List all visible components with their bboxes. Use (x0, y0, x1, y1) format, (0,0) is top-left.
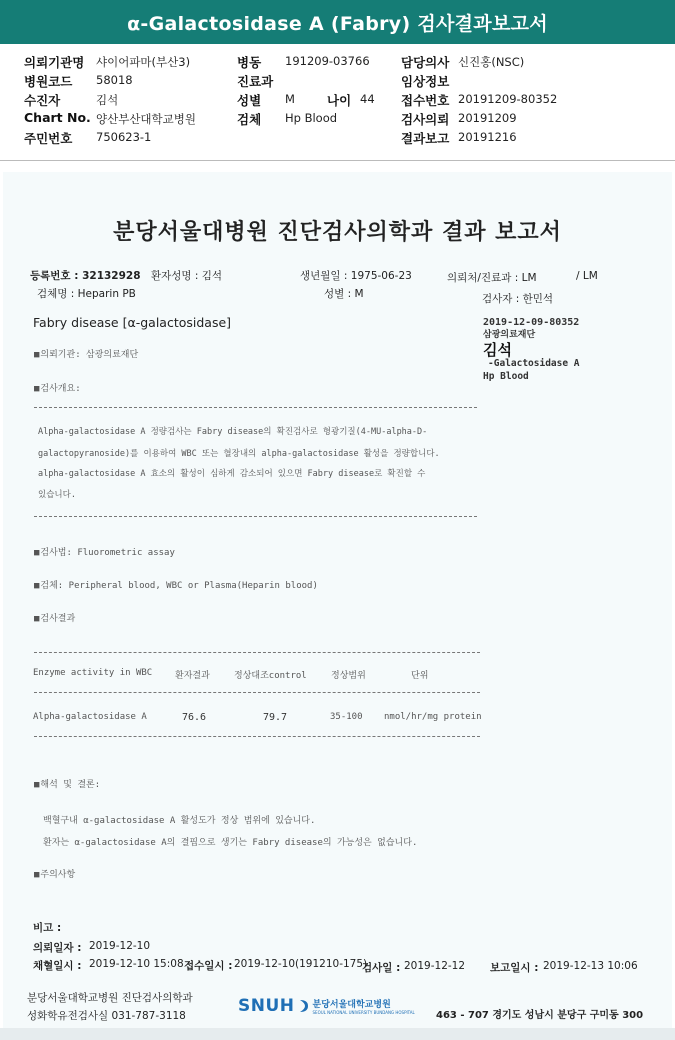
result-heading: ■ 검사결과 (34, 611, 75, 624)
test-date-label: 검사일 : (362, 962, 401, 974)
row-patient-value: 76.6 (182, 712, 207, 723)
request-date: 2019-12-10 (89, 940, 151, 952)
method-line: ■ 검사법: Fluorometric assay (34, 545, 175, 558)
specimen-name: 검체명 : Heparin PB (37, 288, 136, 300)
report-date-label: 결과보고 (401, 131, 450, 146)
result-header-divider (34, 692, 480, 693)
report-date-value: 20191216 (458, 130, 517, 144)
stamp-patient: 김석 (483, 341, 512, 359)
logo-hospital-english: SEOUL NATIONAL UNIVERSITY BUNDANG HOSPITAL (312, 1010, 415, 1015)
id-label: 주민번호 (24, 131, 73, 146)
row-normal-range: 35-100 (330, 712, 363, 722)
id-value: 750623-1 (96, 130, 152, 144)
chart-value: 양산부산대학교병원 (96, 112, 196, 126)
collect-label: 채혈일시 : (33, 960, 82, 972)
col-normal-range: 정상범위 (331, 671, 366, 681)
footer-address: 463 - 707 경기도 성남시 분당구 구미동 300 (436, 1010, 644, 1021)
chart-label: Chart No. (24, 110, 91, 125)
result-divider-bottom (34, 736, 480, 737)
specimen-value: Hp Blood (285, 111, 338, 125)
overview-line-1: Alpha-galactosidase A 정량검사는 Fabry disease의 확진검사로 형광기질(4-MU-alpha-D- (38, 427, 428, 437)
patient-name: 환자성명 : 김석 (151, 270, 223, 282)
ward-label: 병동 (237, 55, 262, 70)
report-header-title: α-Galactosidase A (Fabry) 검사결과보고서 (0, 0, 675, 44)
logo-hospital-name: 분당서울대학교병원 (312, 1000, 391, 1010)
col-enzyme: Enzyme activity in WBC (33, 668, 153, 678)
interpretation-heading: ■ 해석 및 결론: (34, 777, 100, 790)
logo-wordmark: SNUH (238, 996, 295, 1016)
overview-line-2: galactopyranoside)를 이용하여 WBC 또는 혈장내의 alpha-galactosidase 활성을 정량합니다. (38, 449, 440, 459)
col-patient-result: 환자결과 (175, 671, 210, 681)
hospcode-value: 58018 (96, 73, 133, 87)
interpretation-line-1: 백혈구내 α-galactosidase A 활성도가 정상 범위에 있습니다. (43, 816, 316, 826)
stamp-specimen: Hp Blood (483, 371, 529, 382)
stamp-test: -Galactosidase A (488, 358, 580, 369)
clinical-label: 임상정보 (401, 74, 450, 89)
accession-value: 20191209-80352 (458, 92, 558, 106)
bottom-strip (0, 1028, 675, 1040)
notes-heading: ■ 주의사항 (34, 867, 75, 880)
report-title: 분당서울대병원 진단검사의학과 결과 보고서 (113, 220, 562, 245)
patient-value: 김석 (96, 93, 119, 107)
doctor-value: 신진홍(NSC) (458, 55, 525, 69)
hospcode-label: 병원코드 (24, 74, 73, 89)
receive-label: 접수일시 : (184, 960, 233, 972)
overview-line-3: alpha-galactosidase A 효소의 활성이 심하게 감소되어 있으면 Fabry disease로 확진할 수 (38, 469, 426, 479)
doctor-label: 담당의사 (401, 55, 450, 70)
row-unit: nmol/hr/mg protein (384, 712, 482, 722)
age-value: 44 (360, 92, 375, 106)
referrer-dept-2: / LM (576, 270, 598, 282)
stamp-accession: 2019-12-09-80352 (483, 317, 580, 328)
overview-line-4: 있습니다. (38, 490, 76, 500)
request-date-label: 의뢰일자 : (33, 942, 82, 954)
examiner: 검사자 : 한민석 (482, 293, 554, 305)
logo-emblem-icon (298, 998, 310, 1014)
client-label: 의뢰기관명 (24, 55, 85, 70)
col-unit: 단위 (411, 671, 429, 681)
registration-number: 등록번호 : 32132928 (30, 270, 141, 282)
collect-time: 2019-12-10 15:08 (89, 958, 184, 970)
overview-divider-top (34, 407, 477, 408)
institution-line: ■ 의뢰기관: 삼광의료재단 (34, 347, 138, 360)
accession-label: 접수번호 (401, 93, 450, 108)
ward-value: 191209-03766 (285, 54, 370, 68)
birth-date: 생년월일 : 1975-06-23 (300, 270, 412, 282)
specimen-label: 검체 (237, 112, 262, 127)
report-time-label: 보고일시 : (490, 962, 539, 974)
test-name: Fabry disease [α-galactosidase] (33, 315, 232, 330)
patient-info-panel (0, 48, 675, 161)
interpretation-line-2: 환자는 α-galactosidase A의 결핍으로 생기는 Fabry disease의 가능성은 없습니다. (43, 838, 418, 848)
remark-label: 비고 : (33, 922, 62, 934)
age-label: 나이 (327, 93, 352, 108)
footer-department: 분당서울대학교병원 진단검사의학과 (27, 992, 193, 1004)
stamp-institution: 삼광의료재단 (483, 330, 536, 340)
sex-label: 성별 (237, 93, 262, 108)
footer-lab: 성화학유전검사실 031-787-3118 (27, 1010, 186, 1022)
result-divider-top (34, 652, 480, 653)
receive-time: 2019-12-10(191210-175) (234, 958, 368, 970)
sex-value: M (285, 92, 295, 106)
patient-label: 수진자 (24, 93, 61, 108)
request-label: 검사의뢰 (401, 112, 450, 127)
test-date: 2019-12-12 (404, 960, 466, 972)
request-value: 20191209 (458, 111, 517, 125)
client-value: 샤이어파마(부산3) (96, 55, 191, 69)
report-sex: 성별 : M (324, 288, 364, 300)
dept-label: 진료과 (237, 74, 274, 89)
row-name: Alpha-galactosidase A (33, 712, 147, 722)
report-time: 2019-12-13 10:06 (543, 960, 638, 972)
sample-line: ■ 검체: Peripheral blood, WBC or Plasma(Heparin blood) (34, 578, 318, 591)
hospital-logo (238, 996, 415, 1016)
overview-heading: ■ 검사개요: (34, 381, 81, 394)
overview-divider-bottom (34, 516, 477, 517)
referrer-dept: 의뢰처/진료과 : LM (447, 272, 537, 284)
col-control: 정상대조control (234, 671, 307, 681)
row-control-value: 79.7 (263, 712, 288, 723)
